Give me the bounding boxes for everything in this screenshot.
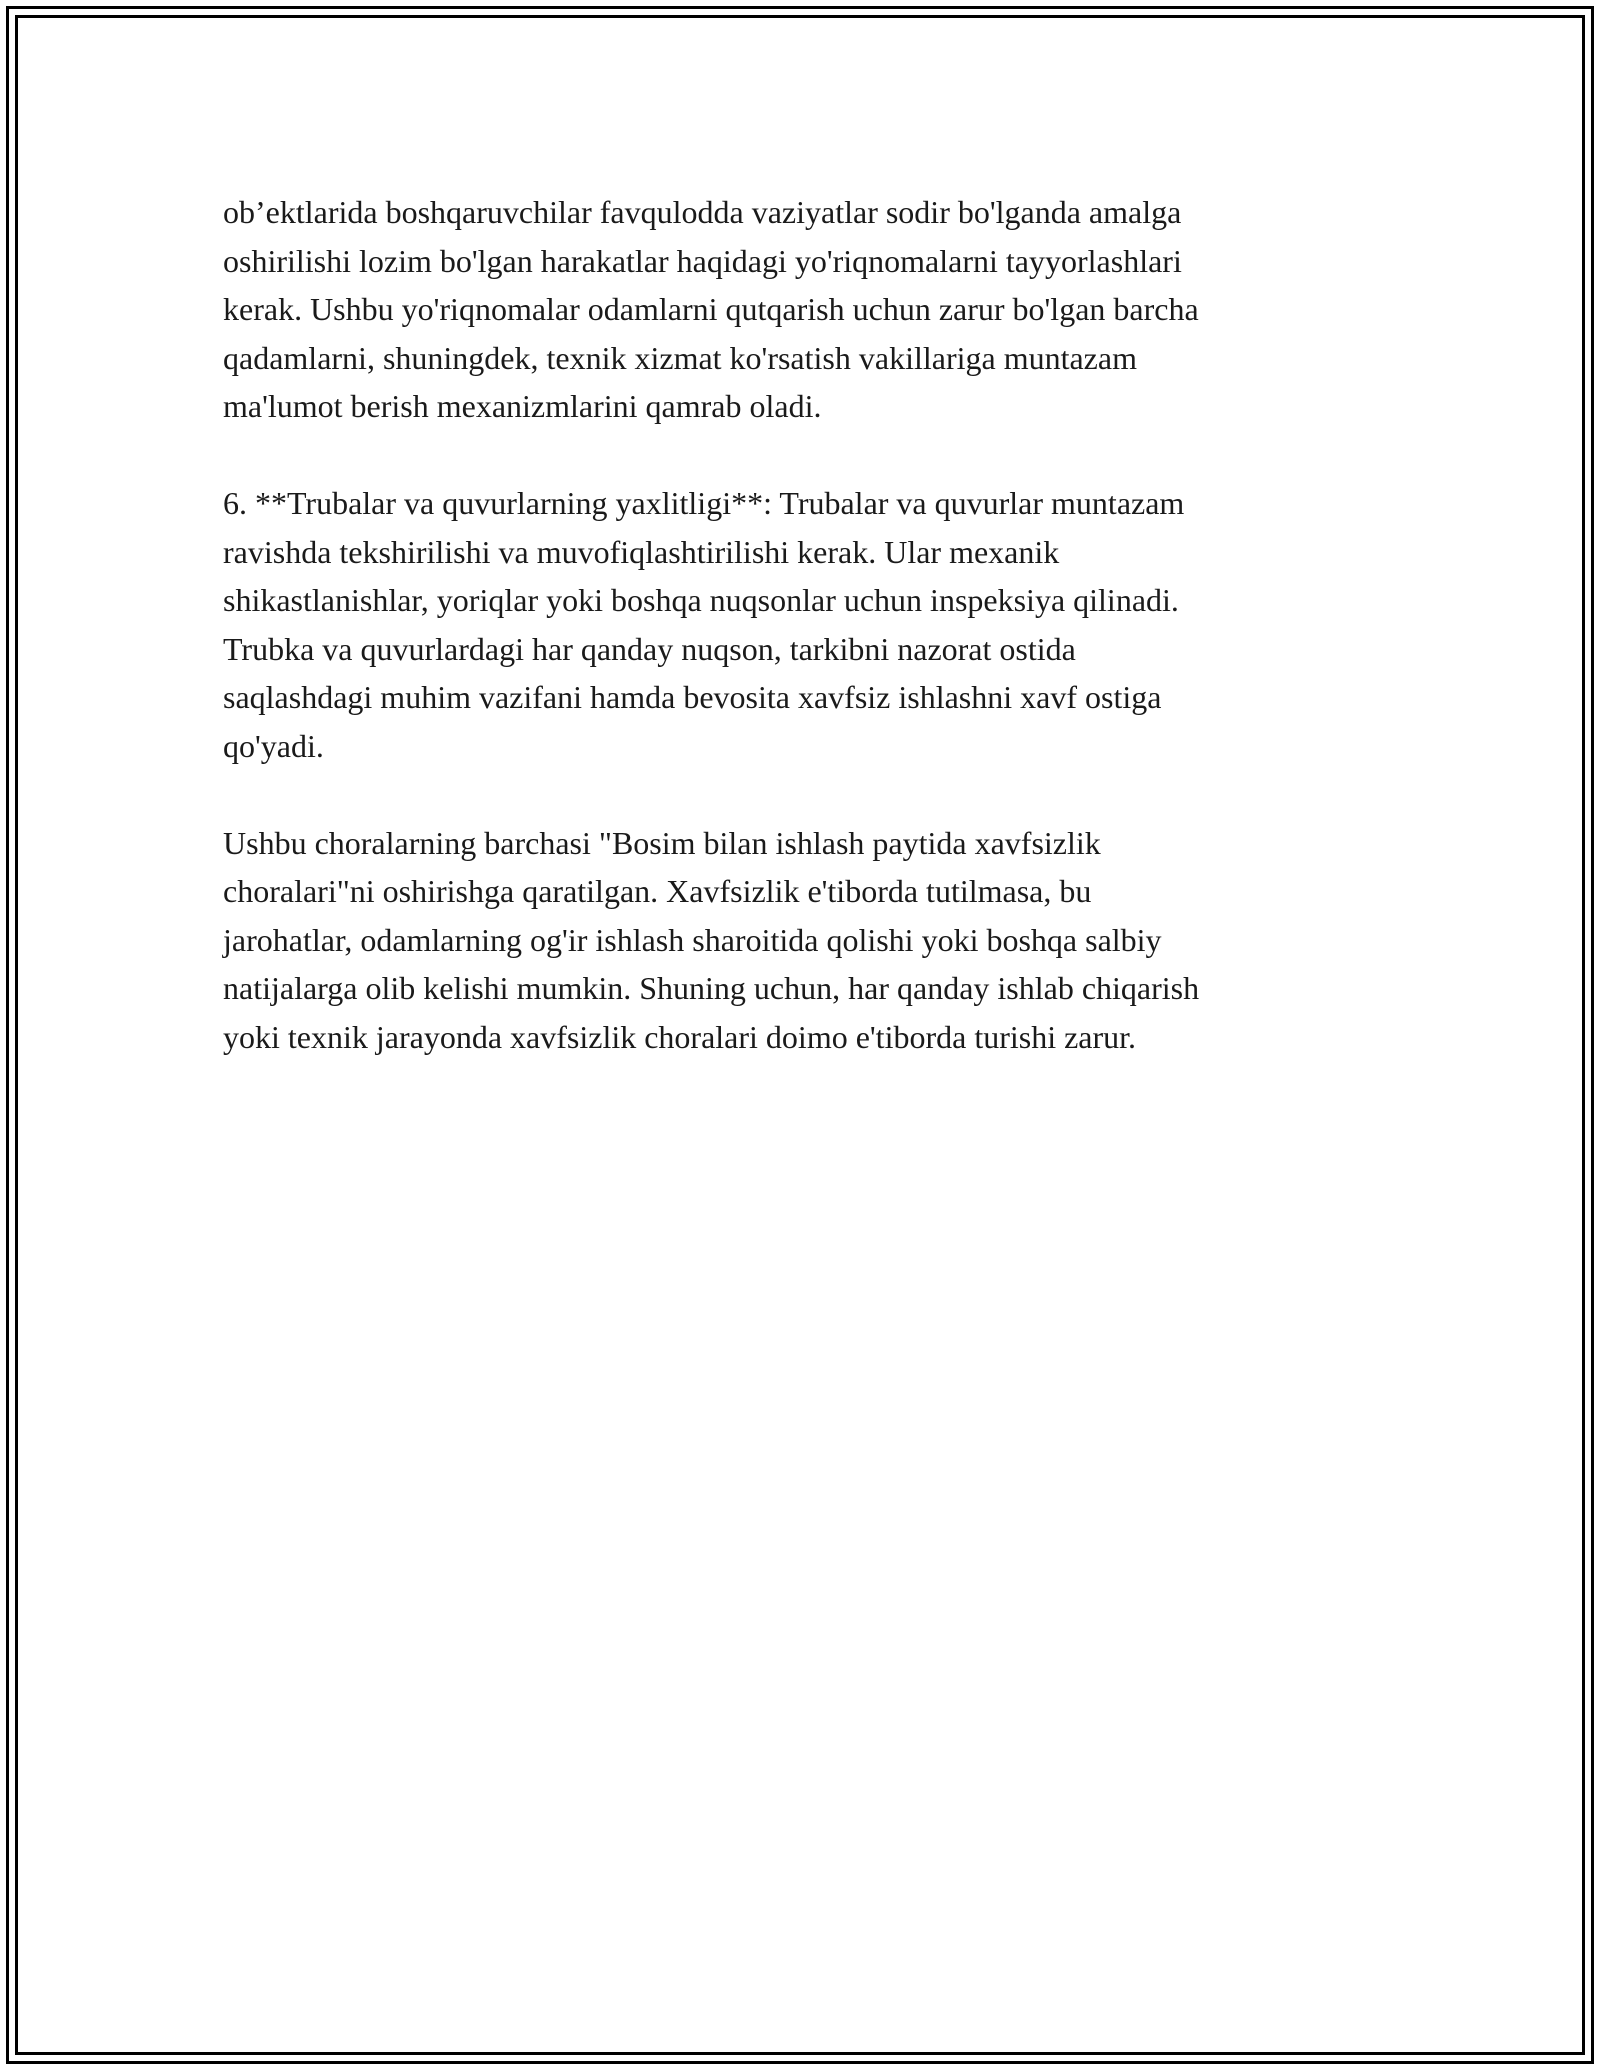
text-line: Ushbu choralarning barchasi "Bosim bilan ishlash paytida xavfsizlik <box>223 824 1101 861</box>
text-line: ravishda tekshirilishi va muvofiqlashtirilishi kerak. Ular mexanik <box>223 533 1060 570</box>
paragraph-conclusion <box>223 819 1375 1062</box>
text-line: kerak. Ushbu yo'riqnomalar odamlarni qutqarish uchun zarur bo'lgan barcha <box>223 291 1199 327</box>
text-line: natijalarga olib kelishi mumkin. Shuning uchun, har qanday ishlab chiqarish <box>223 970 1200 1006</box>
text-line: ma'lumot berish mexanizmlarini qamrab oladi. <box>223 388 822 424</box>
text-line: oshirilishi lozim bo'lgan harakatlar haqidagi yo'riqnomalarni tayyorlashlari <box>223 242 1182 279</box>
text-line: 6. **Trubalar va quvurlarning yaxlitligi**: Trubalar va quvurlar muntazam <box>223 485 1185 521</box>
paragraph-emergency-instructions <box>223 188 1375 431</box>
text-line: qo'yadi. <box>223 727 324 764</box>
text-line: ob’ektlarida boshqaruvchilar favqulodda vaziyatlar sodir bo'lganda amalga <box>223 194 1182 230</box>
text-line: qadamlarni, shuningdek, texnik xizmat ko'rsatish vakillariga muntazam <box>223 339 1137 376</box>
text-line: choralari"ni oshirishga qaratilgan. Xavfsizlik e'tiborda tutilmasa, bu <box>223 873 1092 909</box>
text-line: yoki texnik jarayonda xavfsizlik choralari doimo e'tiborda turishi zarur. <box>223 1018 1137 1055</box>
document-body <box>223 188 1375 1110</box>
text-line: Trubka va quvurlardagi har qanday nuqson, tarkibni nazorat ostida <box>223 630 1076 667</box>
text-line: saqlashdagi muhim vazifani hamda bevosita xavfsiz ishlashni xavf ostiga <box>223 679 1162 715</box>
text-line: jarohatlar, odamlarning og'ir ishlash sharoitida qolishi yoki boshqa salbiy <box>223 921 1162 958</box>
text-line: shikastlanishlar, yoriqlar yoki boshqa nuqsonlar uchun inspeksiya qilinadi. <box>223 582 1179 618</box>
paragraph-pipe-integrity <box>223 479 1375 770</box>
